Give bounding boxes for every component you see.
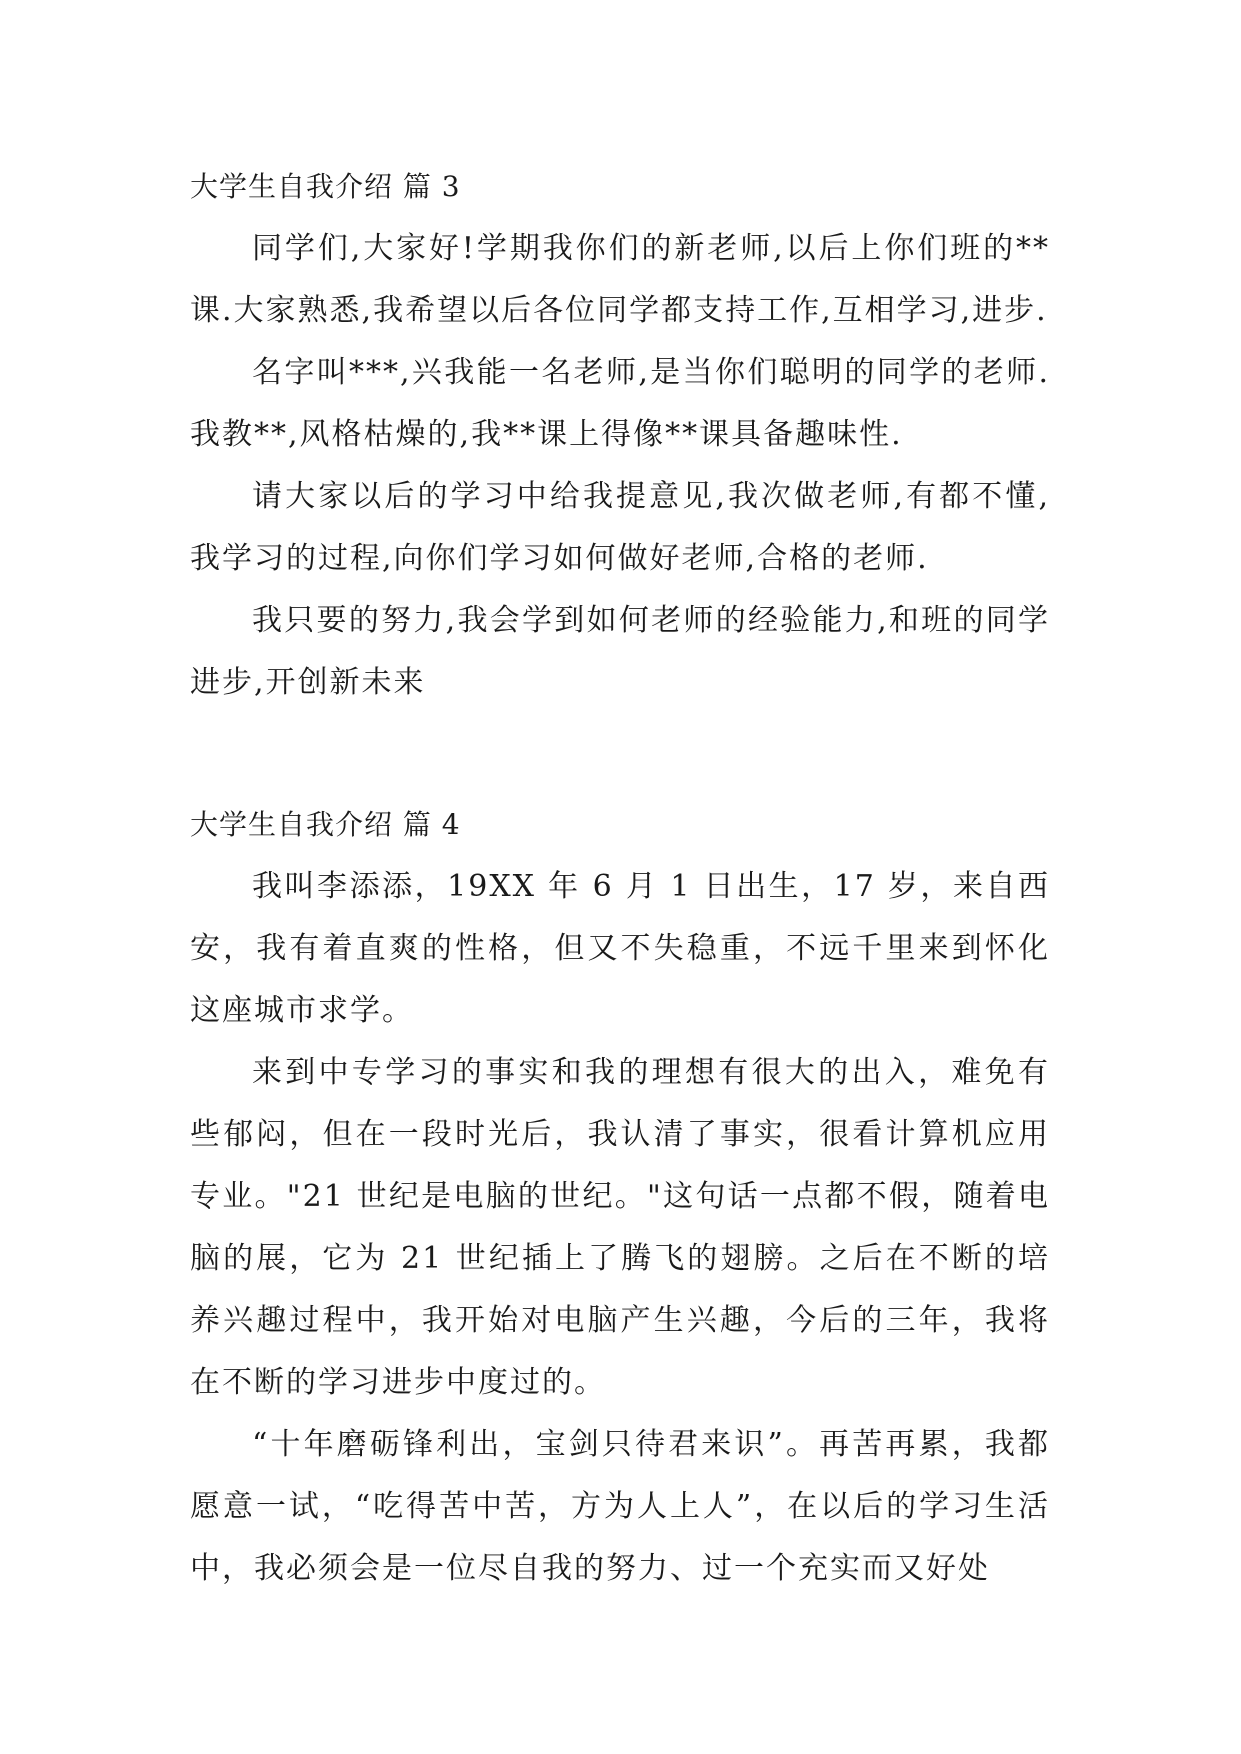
paragraph: 我叫李添添，19XX 年 6 月 1 日出生，17 岁，来自西安，我有着直爽的性格，但又不失稳重，不远千里来到怀化这座城市求学。 bbox=[190, 869, 1050, 1028]
section-title: 大学生自我介绍 篇 3 bbox=[190, 170, 461, 203]
section-title: 大学生自我介绍 篇 4 bbox=[190, 808, 461, 841]
section-part-3 bbox=[190, 156, 1050, 714]
paragraph: 请大家以后的学习中给我提意见,我次做老师,有都不懂,我学习的过程,向你们学习如何做好老师,合格的老师. bbox=[190, 479, 1050, 576]
paragraph: “十年磨砺锋利出，宝剑只待君来识”。再苦再累，我都愿意一试，“吃得苦中苦，方为人上人”，在以后的学习生活中，我必须会是一位尽自我的努力、过一个充实而又好处 bbox=[190, 1427, 1050, 1586]
section-part-4 bbox=[190, 794, 1050, 1600]
paragraph: 名字叫***,兴我能一名老师,是当你们聪明的同学的老师.我教**,风格枯燥的,我**课上得像**课具备趣味性. bbox=[190, 355, 1050, 452]
paragraph: 来到中专学习的事实和我的理想有很大的出入，难免有些郁闷，但在一段时光后，我认清了事实，很看计算机应用专业。"21 世纪是电脑的世纪。"这句话一点都不假，随着电脑的展，它为 21 世纪插上了腾飞的翅膀。之后在不断的培养兴趣过程中，我开始对电脑产生兴趣，今后的三年，我将在不断的学习进步中度过的。 bbox=[190, 1055, 1050, 1400]
paragraph: 我只要的努力,我会学到如何老师的经验能力,和班的同学进步,开创新未来 bbox=[190, 603, 1050, 700]
paragraph: 同学们,大家好!学期我你们的新老师,以后上你们班的**课.大家熟悉,我希望以后各位同学都支持工作,互相学习,进步. bbox=[190, 231, 1050, 328]
